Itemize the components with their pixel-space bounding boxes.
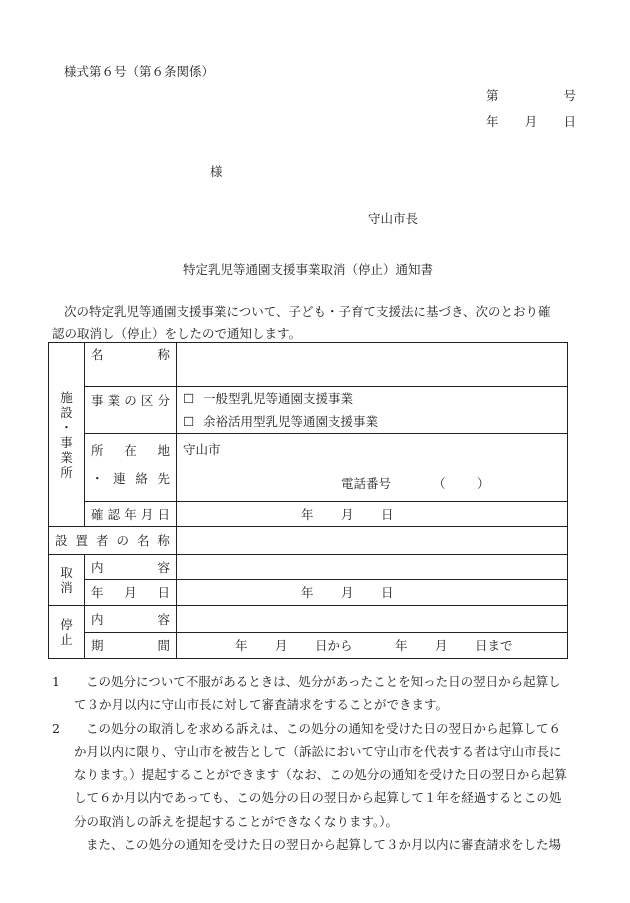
row-revoke-date <box>49 580 568 606</box>
phone-paren-close: ） <box>477 476 490 491</box>
sender-name: 守山市長 <box>368 211 419 226</box>
founder-value <box>177 527 568 555</box>
row-founder <box>49 527 568 555</box>
row-revoke-content <box>49 555 568 580</box>
checkbox-icon: ☐ <box>183 391 195 406</box>
checkbox-icon: ☐ <box>183 414 195 429</box>
suspend-content-label: 内 容 <box>85 606 177 633</box>
confirm-date-label: 確 認 年 月 日 <box>85 502 177 527</box>
phone-paren-open: （ <box>433 476 446 491</box>
revoke-date-value: 年 月 日 <box>177 580 568 606</box>
category-options <box>177 387 568 434</box>
category-label: 事 業 の 区 分 <box>85 387 177 434</box>
document-number <box>486 86 576 104</box>
row-confirm-date <box>49 502 568 527</box>
document-number-prefix: 第 <box>486 88 499 103</box>
addressee-honorific: 様 <box>210 164 223 179</box>
suspend-period-value: 年 月 日から 年 月 日まで <box>177 633 568 659</box>
category-option-surplus[interactable]: ☐ 余裕活用型乳児等通園支援事業 <box>183 410 561 433</box>
row-suspend-content <box>49 606 568 633</box>
suspend-content-value <box>177 606 568 633</box>
founder-label: 設 置 者 の 名 称 <box>49 527 177 555</box>
revoke-content-label: 内 容 <box>85 555 177 580</box>
row-name <box>49 343 568 387</box>
address-city: 守山市 <box>183 442 221 457</box>
address-value <box>177 434 568 502</box>
suspend-period-label: 期 間 <box>85 633 177 659</box>
revoke-content-value <box>177 555 568 580</box>
revoke-group-label: 取 消 <box>49 555 85 606</box>
form-number: 様式第６号（第６条関係） <box>64 64 215 79</box>
document-date-month: 月 <box>524 114 538 129</box>
category-option-general[interactable]: ☐ 一般型乳児等通園支援事業 <box>183 387 561 410</box>
document-title: 特定乳児等通園支援事業取消（停止）通知書 <box>183 262 434 277</box>
note-2: 2 この処分の取消しを求める訴えは、この処分の通知を受けた日の翌日から起算して６ か月以内に限り、守山市を被告として（訴訟において守山市を代表する者は守山市長に なります。）提起することができます（なお、この処分の通知を受けた日の翌日から起算 して６か月以内であっても、この処分の日の翌日から起算して１年を経過するとこの処 分の取消しの訴えを提起することができなくなります。）。 <box>52 720 567 829</box>
document-date-year: 年 <box>486 114 499 129</box>
document-date-day: 日 <box>563 114 576 129</box>
facility-group-label: 施 設 ・ 事 業 所 <box>49 343 85 527</box>
notes <box>52 670 574 856</box>
document-date <box>486 112 576 130</box>
row-category <box>49 387 568 434</box>
notice-table <box>48 342 568 659</box>
row-suspend-period <box>49 633 568 659</box>
intro-line-2: 認の取消し（停止）をしたので通知します。 <box>52 326 302 341</box>
intro-line-1: 次の特定乳児等通園支援事業について、子ども・子育て支援法に基づき、次のとおり確 <box>64 304 551 319</box>
phone-label: 電話番号 <box>341 476 392 491</box>
note-2-continuation: また、この処分の通知を受けた日の翌日から起算して３か月以内に審査請求をした場 <box>86 837 562 853</box>
address-label: 所 在 地 ・ 連 絡 先 <box>85 434 177 502</box>
suspend-group-label: 停 止 <box>49 606 85 659</box>
confirm-date-value: 年 月 日 <box>177 502 568 527</box>
row-address <box>49 434 568 502</box>
revoke-date-label: 年 月 日 <box>85 580 177 606</box>
name-value <box>177 343 568 387</box>
document-number-suffix: 号 <box>563 88 576 103</box>
name-label: 名 称 <box>85 343 177 387</box>
note-1: 1 この処分について不服があるときは、処分があったことを知った日の翌日から起算し て３か月以内に守山市長に対して審査請求をすることができます。 <box>52 674 561 713</box>
